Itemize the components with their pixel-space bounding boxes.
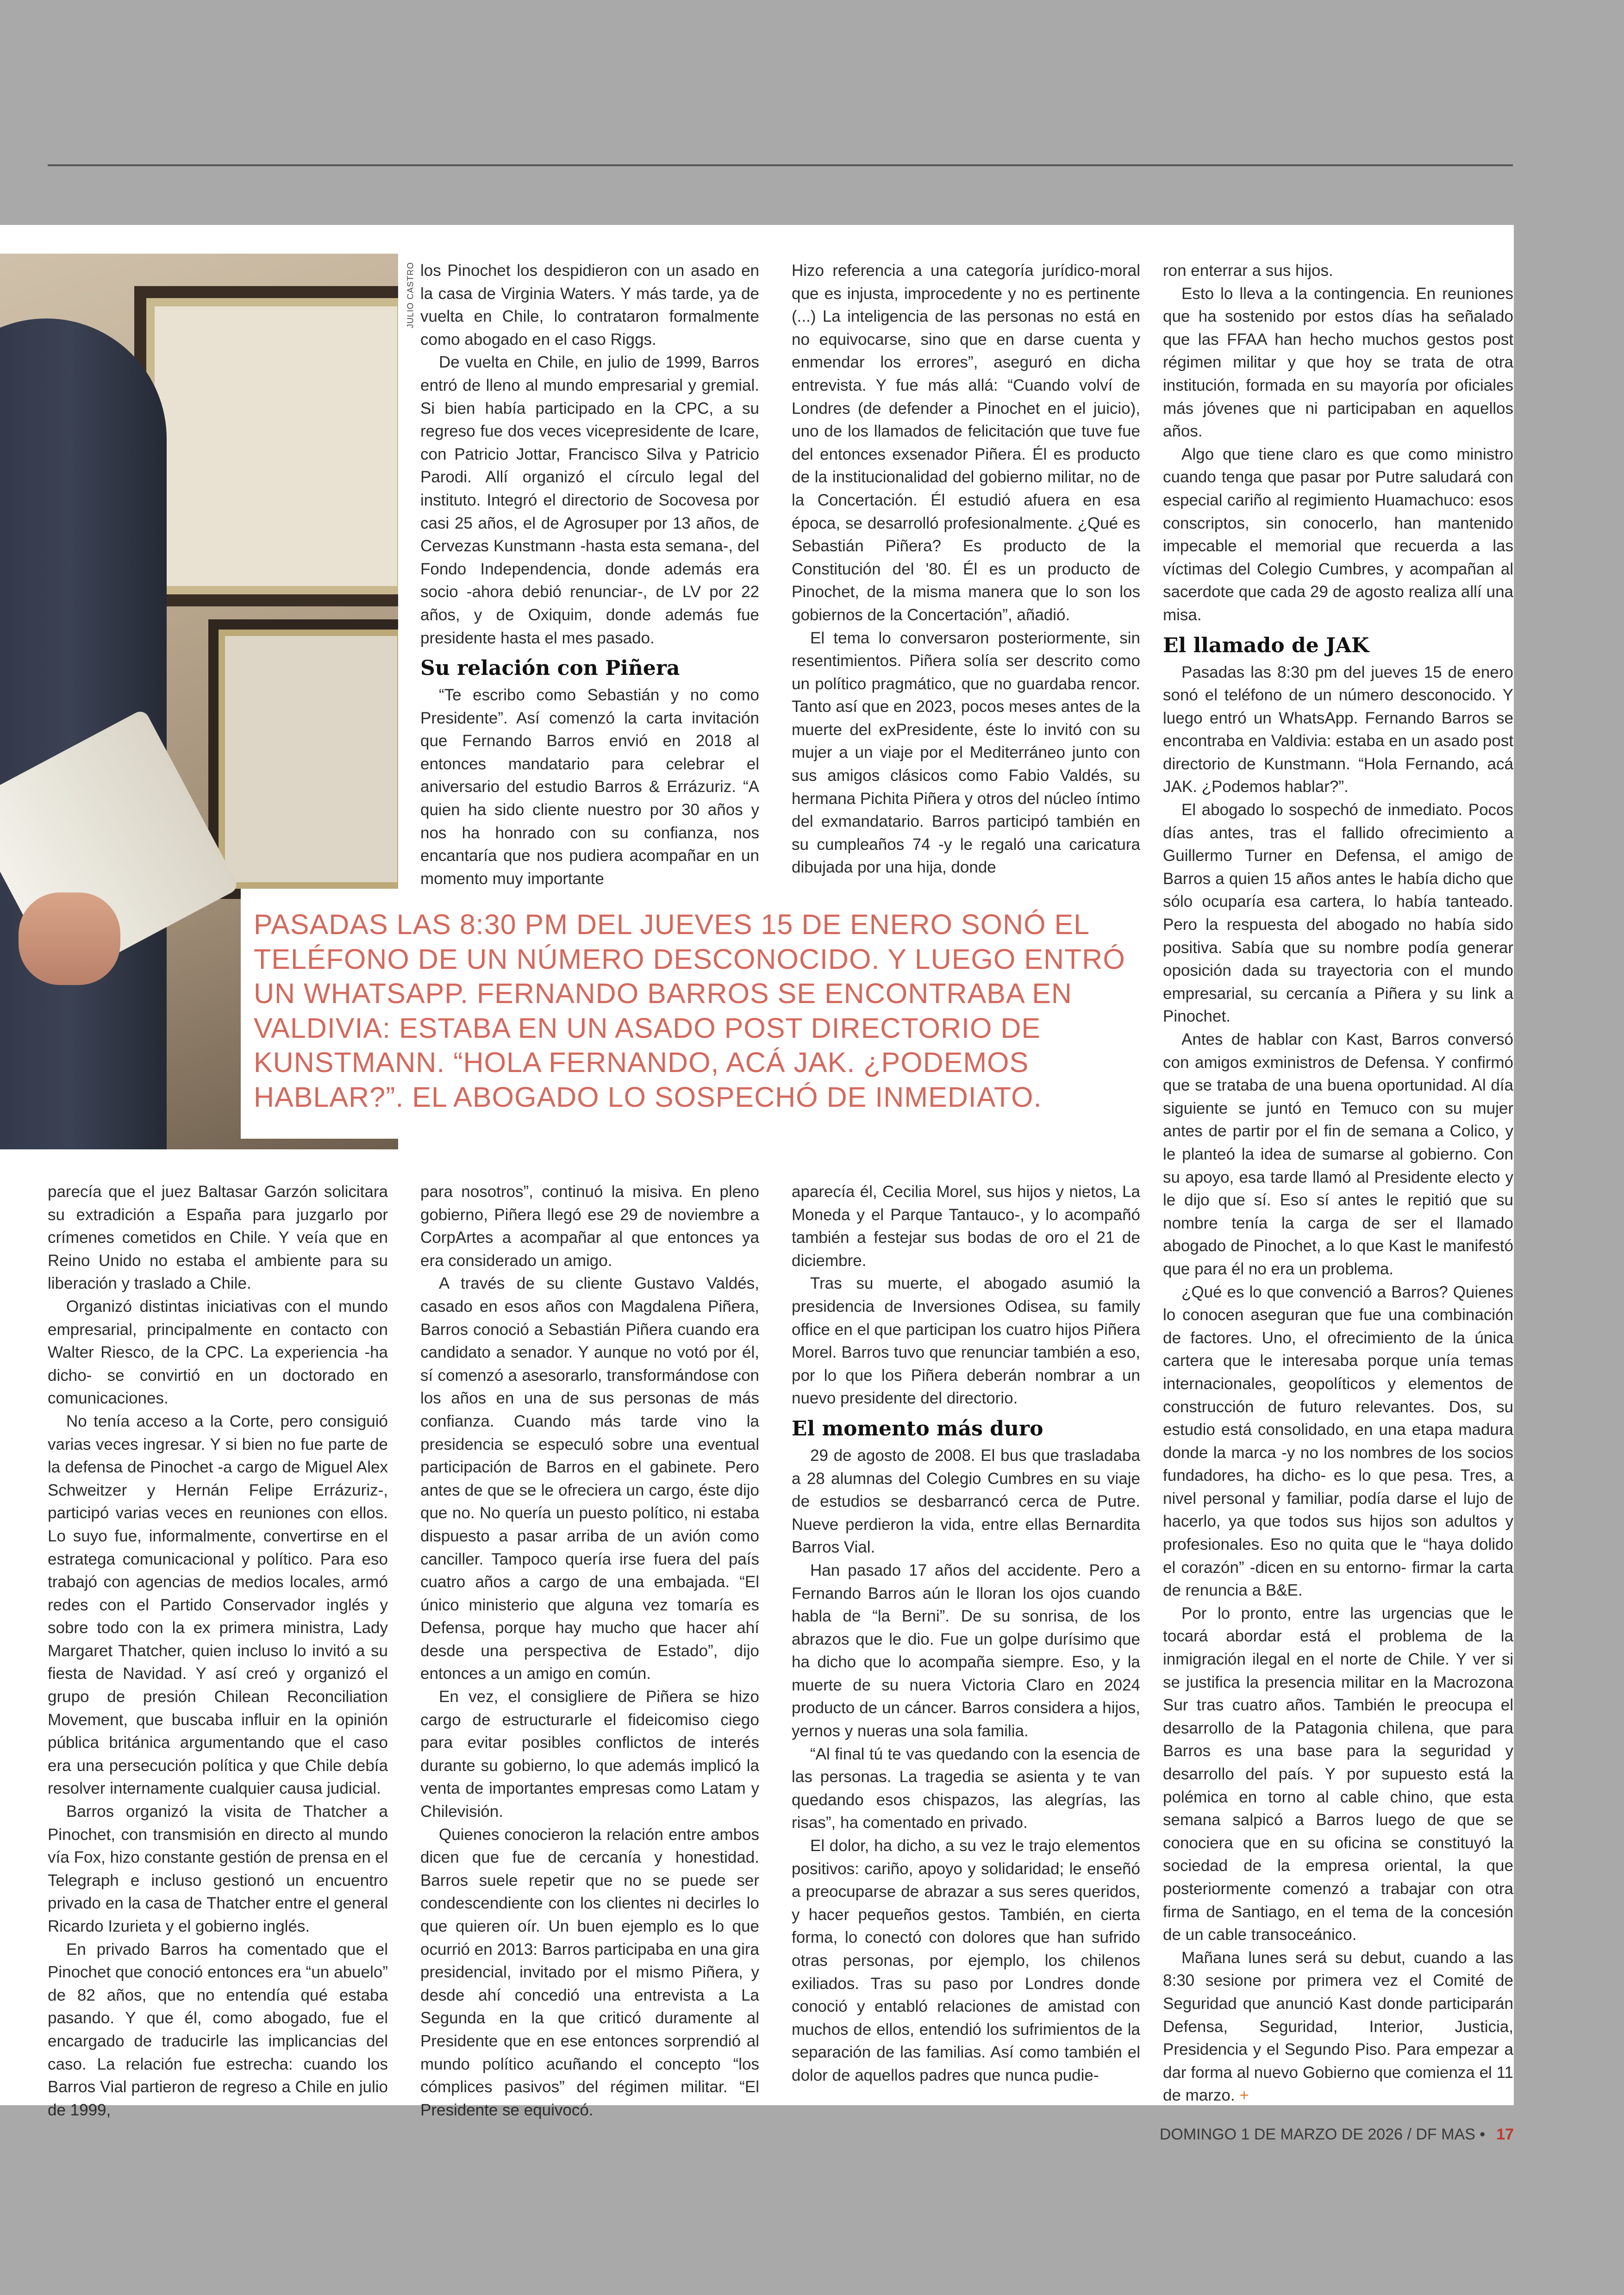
end-mark: + — [1239, 2086, 1249, 2105]
paragraph: ¿Qué es lo que convenció a Barros? Quienes lo conocen aseguran que fue una combinación de factores. Uno, el ofrecimiento de la única cartera que le interesaba porque unía temas internacionales, geopolíticos y elementos de construcción de futuro relevantes. Dos, su estudio está consolidado, en una etapa madura donde la marca -y no los nombres de los socios fundadores, ha dicho- es lo que pesa. Tres, a nivel personal y familiar, podía darse el lujo de hacerlo, ya que todos sus hijos son adultos y profesionales. Eso no quita que le “haya dolido el corazón” -dicen en su entorno- firmar la carta de renuncia a B&E. — [1163, 1283, 1513, 1600]
paragraph: “Al final tú te vas quedando con la esencia de las personas. La tragedia se asienta y te van quedando esos chispazos, las alegrías, las risas”, ha comentado en privado. — [792, 1745, 1140, 1832]
paragraph: El tema lo conversaron posteriormente, sin resentimientos. Piñera solía ser descrito como un político pragmático, que no guardaba rencor. Tanto así que en 2023, pocos meses antes de la muerte del exPresidente, éste lo invitó con su mujer a un viaje por el Mediterráneo junto con sus amigos clásicos como Fabio Valdés, su hermana Pichita Piñera y otros del núcleo íntimo del exmandatario. Barros participó también en su cumpleaños 74 -y le regaló una caricatura dibujada por una hija, donde — [792, 629, 1141, 877]
top-rule — [48, 164, 1513, 166]
paragraph: Hizo referencia a una categoría jurídico-moral que es injusta, improcedente y no es pertinente (...) La inteligencia de las personas no está en no equivocarse, sino que en darse cuenta y enmendar los errores”, aseguró en dicha entrevista. Y fue más allá: “Cuando volví de Londres (de defender a Pinochet en el juicio), uno de los llamados de felicitación que tuve fue del entonces exsenador Piñera. Él es producto de la institucionalidad del gobierno militar, no de la Concertación. Él estudió afuera en esa época, se desarrolló profesionalmente. ¿Qué es Sebastián Piñera? Es producto de la Constitución del '80. Él es un producto de Pinochet, de la misma manera que lo son los gobiernos de la Concertación”, añadió. — [792, 262, 1140, 624]
top-column-2 — [792, 259, 1140, 879]
paragraph: Por lo pronto, entre las urgencias que le tocará abordar está el problema de la inmigración ilegal en el norte de Chile. Y ver si se justifica la presencia militar en la Macrozona Sur tras cuatro años. También le preocupa el desarrollo de la Patagonia chilena, que para Barros es una base para la seguridad y desarrollo del país. Y por supuesto está la polémica en torno al cable chino, que esta semana salpicó a Barros luego de que se conociera que en su oficina se constituyó la sociedad de la empresa oriental, la que posteriormente comenzó a trabajar con otra firma de Santiago, en el tema de la concesión de un cable transoceánico. — [1163, 1604, 1513, 1944]
framed-diploma-top — [134, 286, 398, 606]
right-column — [1163, 259, 1513, 2107]
paragraph: De vuelta en Chile, en julio de 1999, Barros entró de lleno al mundo empresarial y gremial. Si bien había participado en la CPC, a su regreso fue dos veces vicepresidente de Icare, con Patricio Jottar, Francisco Silva y Patricio Parodi. Allí organizó el círculo legal del instituto. Integró el directorio de Socovesa por casi 25 años, el de Agrosuper por 13 años, de Cervezas Kunstmann -hasta esta semana-, del Fondo Independencia, donde además era socio -ahora debió renunciar-, de LV por 22 años, y de Oxiquim, donde además fue presidente hasta el mes pasado. — [420, 353, 759, 647]
bottom-column-1 — [48, 1180, 388, 2121]
hand — [19, 892, 120, 985]
paragraph: ron enterrar a sus hijos. — [1163, 262, 1333, 280]
paragraph: En privado Barros ha comentado que el Pinochet que conoció entonces era “un abuelo” de 82 años, que no entendía qué estaba pasando. Y que él, como abogado, fue el encargado de traducirle las implicancias del caso. La relación fue estrecha: cuando los Barros Vial partieron de regreso a Chile en julio de 1999, — [48, 1940, 388, 2119]
photo-credit: JULIO CASTRO — [406, 262, 415, 329]
heading-su-relacion: Su relación con Piñera — [420, 656, 680, 680]
paragraph: 29 de agosto de 2008. El bus que trasladaba a 28 alumnas del Colegio Cumbres en su viaje de estudios se desbarrancó cerca de Putre. Nueve perdieron la vida, entre ellas Bernardita Barros Vial. — [792, 1446, 1140, 1557]
heading-llamado-jak: El llamado de JAK — [1163, 633, 1369, 657]
paragraph: para nosotros”, continuó la misiva. En pleno gobierno, Piñera llegó ese 29 de noviembre a CorpArtes a acompañar al que entonces ya era considerado un amigo. — [420, 1183, 759, 1270]
paragraph: aparecía él, Cecilia Morel, sus hijos y nietos, La Moneda y el Parque Tantauco-, y lo acompañó también a festejar sus bodas de oro el 21 de diciembre. — [792, 1183, 1140, 1270]
footer-text: DOMINGO 1 DE MARZO DE 2026 / DF MAS • — [1159, 2126, 1486, 2143]
page-footer — [1143, 2126, 1514, 2144]
paragraph: Han pasado 17 años del accidente. Pero a Fernando Barros aún le lloran los ojos cuando habla de “la Berni”. De su sonrisa, de los abrazos que le dio. Fue un golpe durísimo que ha dicho que lo acompaña siempre. Eso, y la muerte de su nuera Victoria Claro en 2024 producto de un cáncer. Barros considera a hijos, yernos y nueras una sola familia. — [792, 1561, 1140, 1740]
paragraph: “Te escribo como Sebastián y no como Presidente”. Así comenzó la carta invitación que Fernando Barros envió en 2018 al entonces mandatario para celebrar el aniversario del estudio Barros & Errázuriz. “A quien ha sido cliente nuestro por 30 años y nos ha honrado con su confianza, nos encantaría que nos pudiera acompañar en un momento muy importante — [420, 686, 759, 888]
paragraph: Organizó distintas iniciativas con el mundo empresarial, principalmente en contacto con Walter Riesco, de la CPC. La experiencia -ha dicho- se convirtió en un doctorado en comunicaciones. — [48, 1297, 388, 1408]
paragraph: No tenía acceso a la Corte, pero consiguió varias veces ingresar. Y si bien no fue parte de la defensa de Pinochet -a cargo de Miguel Alex Schweitzer y Hernán Felipe Errázuriz-, participó varias veces en reuniones con ellos. Lo suyo fue, informalmente, convertirse en el estratega comunicacional y político. Para eso trabajó con agencias de medios locales, armó redes con el Partido Conservador inglés y sobre todo con la ex primera ministra, Lady Margaret Thatcher, quien incluso lo invitó a su fiesta de Navidad. Y así creó y organizó el grupo de presión Chilean Reconciliation Movement, que buscaba influir en la opinión pública británica argumentando que el caso era una persecución política y que Chile debía resolver internamente cualquier causa judicial. — [48, 1412, 388, 1798]
top-column-1 — [420, 259, 759, 890]
framed-diploma-bottom — [208, 619, 398, 899]
paragraph: El dolor, ha dicho, a su vez le trajo elementos positivos: cariño, apoyo y solidaridad; le enseñó a preocuparse de abrazar a sus seres queridos, y hacer pequeños gestos. También, en cierta forma, lo conectó con dolores que han sufrido otras personas, por ejemplo, los chilenos exiliados. Tras su paso por Londres donde conoció y entabló relaciones de amistad con muchos de ellos, entendió los sufrimientos de la separación de las familias. Así como también el dolor de aquellos padres que nunca pudie- — [792, 1837, 1140, 2084]
heading-momento-duro: El momento más duro — [792, 1416, 1043, 1441]
paragraph: Quienes conocieron la relación entre ambos dicen que fue de cercanía y honestidad. Barros suele repetir que no se puede ser condescendiente con los clientes ni decirles lo que quieren oír. Un buen ejemplo es lo que ocurrió en 2013: Barros participaba en una gira presidencial, invitado por el mismo Piñera, y desde ahí concedió una entrevista a La Segunda en la que criticó duramente al Presidente que en ese entonces sorprendió al mundo político acuñando el concepto “los cómplices pasivos” del régimen militar. “El Presidente se equivocó. — [420, 1825, 759, 2119]
page-number: 17 — [1496, 2126, 1514, 2143]
paragraph: Esto lo lleva a la contingencia. En reuniones que ha sostenido por estos días ha señalado que las FFAA han hecho muchos gestos post régimen militar y que hoy se trata de otra institución, formada en su mayoría por oficiales más jóvenes que ni participaban en aquellos años. — [1163, 284, 1513, 441]
paragraph: Mañana lunes será su debut, cuando a las 8:30 sesione por primera vez el Comité de Seguridad que anunció Kast donde participarán Defensa, Seguridad, Interior, Justicia, Presidencia y el Segundo Piso. Para empezar a dar forma al nuevo Gobierno que comienza el 11 de marzo. + — [1163, 1948, 1513, 2105]
paragraph: Barros organizó la visita de Thatcher a Pinochet, con transmisión en directo al mundo vía Fox, hizo constante gestión de prensa en el Telegraph e incluso gestionó un encuentro privado en la casa de Thatcher entre el general Ricardo Izurieta y el gobierno inglés. — [48, 1802, 388, 1935]
bottom-column-2 — [420, 1180, 759, 2121]
paragraph: parecía que el juez Baltasar Garzón solicitara su extradición a España para juzgarlo por crímenes cometidos en Chile. Y veía que en Reino Unido no estaba el ambiente para su liberación y traslado a Chile. — [48, 1183, 388, 1293]
paragraph: Algo que tiene claro es que como ministro cuando tenga que pasar por Putre saludará con especial cariño al regimiento Huamachuco: esos conscriptos, sin conocerlo, han mantenido impecable el memorial que recuerda a las víctimas del Colegio Cumbres, y acompañan al sacerdote que cada 29 de agosto realiza allí una misa. — [1163, 445, 1513, 624]
paragraph: los Pinochet los despidieron con un asado en la casa de Virginia Waters. Y más tarde, ya de vuelta en Chile, lo contrataron formalmente como abogado en el caso Riggs. — [420, 262, 759, 349]
paragraph: El abogado lo sospechó de inmediato. Pocos días antes, tras el fallido ofrecimiento a Guillermo Turner en Defensa, el amigo de Barros a quien 15 años antes le había dicho que sólo ocuparía esa cartera, lo había tanteado. Pero la respuesta del abogado no había sido positiva. Sabía que su nombre podía generar oposición dada su trayectoria con el mundo empresarial, su cercanía a Piñera y su link a Pinochet. — [1163, 801, 1513, 1026]
pull-quote-box — [241, 889, 1157, 1139]
pull-quote: PASADAS LAS 8:30 PM DEL JUEVES 15 DE ENERO SONÓ EL TELÉFONO DE UN NÚMERO DESCONOCIDO. Y LUEGO ENTRÓ UN WHATSAPP. FERNANDO BARROS SE ENCONTRABA EN VALDIVIA: ESTABA EN UN ASADO POST DIRECTORIO DE KUNSTMANN. “HOLA FERNANDO, ACÁ JAK. ¿PODEMOS HABLAR?”. EL ABOGADO LO SOSPECHÓ DE INMEDIATO. — [254, 909, 1125, 1113]
paragraph: Tras su muerte, el abogado asumió la presidencia de Inversiones Odisea, su family office en el que participan los cuatro hijos Piñera Morel. Barros tuvo que renunciar también a eso, por lo que los Piñera deberán nombrar a un nuevo presidente del directorio. — [792, 1274, 1140, 1408]
paragraph: Antes de hablar con Kast, Barros conversó con amigos exministros de Defensa. Y confirmó que se trataba de una buena oportunidad. Al día siguiente se juntó en Temuco con su mujer antes de partir por el fin de semana a Colico, y le planteó la idea de sumarse al gobierno. Con su apoyo, esa tarde llamó al Presidente electo y le dijo que sí. Eso sí antes le repitió que su nombre tenía la carga de ser el llamado abogado de Pinochet, a lo que Kast le manifestó que para él no era un problema. — [1163, 1030, 1513, 1278]
paragraph: A través de su cliente Gustavo Valdés, casado en esos años con Magdalena Piñera, Barros conoció a Sebastián Piñera cuando era candidato a senador. Y aunque no votó por él, sí comenzó a asesorarlo, transformándose con los años en una de sus personas de más confianza. Cuando más tarde vino la presidencia se especuló sobre una eventual participación de Barros en el gabinete. Pero antes de que se le ofreciera un cargo, éste dijo que no. No quería un puesto político, ni estaba dispuesto a pasar arriba de un avión como canciller. Tampoco quería irse fuera del país cuatro años a cargo de una embajada. “El único ministerio que alguna vez tomaría es Defensa, porque hay mucho que hacer ahí desde una perspectiva de Estado”, dijo entonces a un amigo en común. — [420, 1274, 759, 1683]
paragraph: Pasadas las 8:30 pm del jueves 15 de enero sonó el teléfono de un número desconocido. Y luego entró un WhatsApp. Fernando Barros se encontraba en Valdivia: estaba en un asado post directorio de Kunstmann. “Hola Fernando, acá JAK. ¿Podemos hablar?”. — [1163, 663, 1513, 796]
bottom-column-3 — [792, 1180, 1140, 2087]
paragraph: En vez, el consigliere de Piñera se hizo cargo de estructurarle el fideicomiso ciego para evitar posibles conflictos de interés durante su gobierno, lo que además implicó la venta de importantes empresas como Latam y Chilevisión. — [420, 1688, 759, 1821]
